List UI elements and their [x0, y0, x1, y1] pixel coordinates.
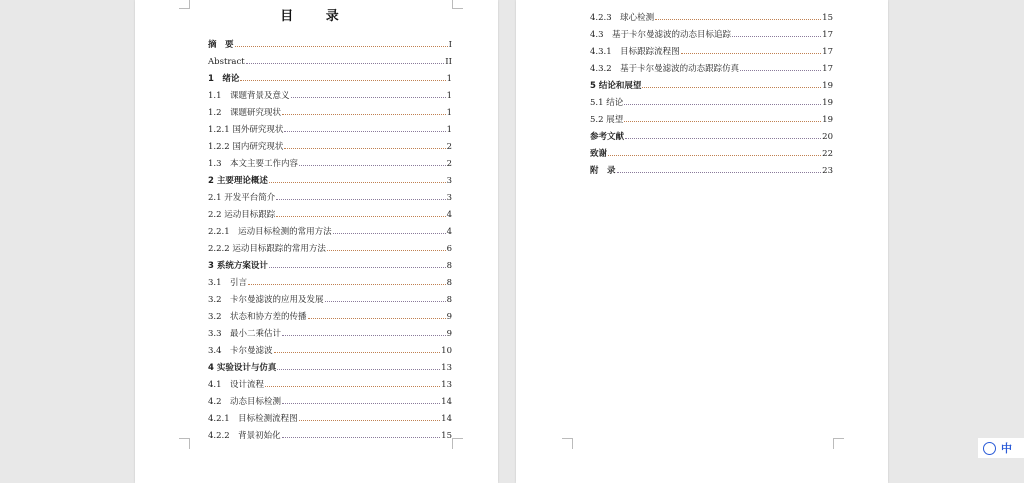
- toc-entry-label: 3.3 最小二乘估计: [208, 329, 282, 339]
- toc-entry-page: 13: [441, 380, 452, 390]
- toc-entry-label: 4.2 动态目标检测: [208, 397, 282, 407]
- page-title: 目 录: [280, 9, 353, 24]
- toc-entry-page: 2: [446, 142, 452, 152]
- toc-entry-label: 附 录: [590, 166, 616, 176]
- toc-entry-label: 致谢: [590, 149, 608, 159]
- toc-entry[interactable]: [208, 271, 452, 288]
- toc-entry-page: 13: [441, 363, 452, 373]
- toc-entry[interactable]: [208, 67, 452, 84]
- toc-entry[interactable]: [590, 125, 833, 142]
- toc-entry-page: 15: [441, 431, 452, 441]
- toc-entry[interactable]: [208, 203, 452, 220]
- toc-entry-label: 5 结论和展望: [590, 81, 642, 91]
- dot-leader: [277, 369, 440, 370]
- toc-entry-page: 3: [446, 176, 452, 186]
- table-of-contents-continued: [590, 6, 833, 176]
- toc-entry-page: 9: [446, 312, 452, 322]
- toc-entry[interactable]: [208, 33, 452, 50]
- toc-entry[interactable]: [208, 407, 452, 424]
- page-corner-mark: [562, 438, 573, 449]
- page-corner-mark: [833, 438, 844, 449]
- dot-leader: [681, 53, 822, 54]
- dot-leader: [732, 36, 821, 37]
- dot-leader: [282, 437, 441, 438]
- dot-leader: [325, 301, 446, 302]
- toc-entry[interactable]: [590, 6, 833, 23]
- toc-entry-page: 20: [822, 132, 833, 142]
- toc-entry-page: 17: [822, 47, 833, 57]
- toc-entry-label: 3.2 卡尔曼滤波的应用及发展: [208, 295, 324, 305]
- toc-entry[interactable]: [208, 169, 452, 186]
- toc-entry[interactable]: [208, 237, 452, 254]
- toc-entry[interactable]: [590, 91, 833, 108]
- toc-entry[interactable]: [208, 288, 452, 305]
- toc-entry[interactable]: [208, 50, 452, 67]
- dot-leader: [282, 114, 446, 115]
- dot-leader: [608, 155, 821, 156]
- dot-leader: [291, 97, 446, 98]
- toc-entry-label: 4.2.3 球心检测: [590, 13, 655, 23]
- toc-entry-label: 1 绪论: [208, 74, 240, 84]
- dot-leader: [624, 121, 821, 122]
- dot-leader: [274, 352, 441, 353]
- dot-leader: [269, 182, 446, 183]
- toc-entry[interactable]: [208, 305, 452, 322]
- toc-entry-page: 4: [446, 227, 452, 237]
- toc-entry-label: 1.2.2 国内研究现状: [208, 142, 284, 152]
- toc-entry[interactable]: [208, 220, 452, 237]
- dot-leader: [248, 284, 446, 285]
- toc-entry-page: 1: [446, 125, 452, 135]
- toc-entry-page: 2: [446, 159, 452, 169]
- toc-entry[interactable]: [590, 159, 833, 176]
- toc-entry[interactable]: [208, 84, 452, 101]
- toc-entry-label: 1.1 课题背景及意义: [208, 91, 290, 101]
- toc-entry[interactable]: [208, 135, 452, 152]
- toc-entry-page: 15: [822, 13, 833, 23]
- toc-entry-page: 4: [446, 210, 452, 220]
- toc-entry-page: 17: [822, 64, 833, 74]
- page-corner-mark: [179, 438, 190, 449]
- toc-entry[interactable]: [208, 118, 452, 135]
- dot-leader: [617, 172, 822, 173]
- toc-entry-label: Abstract: [208, 57, 245, 67]
- dot-leader: [240, 80, 445, 81]
- dot-leader: [269, 267, 446, 268]
- toc-entry-page: 17: [822, 30, 833, 40]
- toc-entry-label: 1.2 课题研究现状: [208, 108, 282, 118]
- toc-entry-page: 8: [446, 278, 452, 288]
- dot-leader: [625, 138, 821, 139]
- dot-leader: [327, 250, 446, 251]
- toc-entry-page: 19: [822, 81, 833, 91]
- toc-entry[interactable]: [208, 373, 452, 390]
- toc-entry[interactable]: [590, 57, 833, 74]
- toc-entry-page: 14: [441, 397, 452, 407]
- toc-entry-label: 5.2 展望: [590, 115, 624, 125]
- toc-entry-page: 8: [446, 261, 452, 271]
- toc-entry[interactable]: [208, 390, 452, 407]
- toc-entry[interactable]: [208, 322, 452, 339]
- dot-leader: [333, 233, 446, 234]
- toc-entry-label: 2.1 开发平台简介: [208, 193, 276, 203]
- toc-entry[interactable]: [208, 424, 452, 441]
- toc-entry[interactable]: [208, 152, 452, 169]
- dot-leader: [299, 420, 441, 421]
- toc-entry-page: 14: [441, 414, 452, 424]
- toc-entry-label: 3.4 卡尔曼滤波: [208, 346, 273, 356]
- dot-leader: [308, 318, 446, 319]
- dot-leader: [246, 63, 445, 64]
- toc-entry[interactable]: [590, 40, 833, 57]
- dot-leader: [276, 216, 445, 217]
- dot-leader: [276, 199, 445, 200]
- dot-leader: [299, 165, 446, 166]
- dot-leader: [284, 148, 445, 149]
- toc-entry-label: 4.3 基于卡尔曼滤波的动态目标追踪: [590, 30, 732, 40]
- toc-entry-label: 1.2.1 国外研究现状: [208, 125, 284, 135]
- toc-entry-page: 9: [446, 329, 452, 339]
- dot-leader: [282, 335, 446, 336]
- toc-entry-label: 3.2 状态和协方差的传播: [208, 312, 307, 322]
- toc-entry-label: 摘 要: [208, 40, 234, 50]
- toc-entry-label: 4.2.1 目标检测流程图: [208, 414, 298, 424]
- page-corner-mark: [452, 438, 463, 449]
- toc-entry[interactable]: [590, 23, 833, 40]
- dot-leader: [740, 70, 821, 71]
- toc-entry[interactable]: [208, 186, 452, 203]
- toc-entry-label: 2.2.1 运动目标检测的常用方法: [208, 227, 332, 237]
- toc-entry[interactable]: [208, 339, 452, 356]
- toc-entry-label: 参考文献: [590, 132, 625, 142]
- toc-entry-page: 8: [446, 295, 452, 305]
- toc-entry[interactable]: [590, 142, 833, 159]
- toc-entry-page: 19: [822, 115, 833, 125]
- toc-entry[interactable]: [590, 74, 833, 91]
- toc-entry-label: 3 系统方案设计: [208, 261, 268, 271]
- toc-entry-page: 1: [446, 108, 452, 118]
- toc-entry-page: 10: [441, 346, 452, 356]
- toc-entry-page: 6: [446, 244, 452, 254]
- toc-entry-label: 2 主要理论概述: [208, 176, 268, 186]
- toc-entry-label: 4.3.1 目标跟踪流程图: [590, 47, 680, 57]
- document-page-2: [516, 0, 888, 483]
- ime-logo-icon[interactable]: [983, 442, 996, 455]
- toc-entry-page: 1: [446, 91, 452, 101]
- toc-entry-label: 2.2 运动目标跟踪: [208, 210, 276, 220]
- dot-leader: [624, 104, 821, 105]
- toc-entry-page: 19: [822, 98, 833, 108]
- toc-entry-label: 1.3 本文主要工作内容: [208, 159, 299, 169]
- toc-entry-label: 4.2.2 背景初始化: [208, 431, 281, 441]
- dot-leader: [642, 87, 821, 88]
- toc-entry-page: 3: [446, 193, 452, 203]
- dot-leader: [265, 386, 440, 387]
- toc-entry[interactable]: [590, 108, 833, 125]
- toc-entry[interactable]: [208, 101, 452, 118]
- table-of-contents: [208, 33, 452, 441]
- toc-entry[interactable]: [208, 254, 452, 271]
- dot-leader: [235, 46, 448, 47]
- ime-language-toggle[interactable]: 中: [1001, 442, 1012, 455]
- toc-entry-label: 3.1 引言: [208, 278, 248, 288]
- document-page-1: [135, 0, 498, 483]
- toc-entry-label: 5.1 结论: [590, 98, 624, 108]
- toc-entry-label: 4.3.2 基于卡尔曼滤波的动态跟踪仿真: [590, 64, 740, 74]
- dot-leader: [282, 403, 440, 404]
- toc-entry-page: I: [448, 40, 452, 50]
- toc-entry-label: 4.1 设计流程: [208, 380, 265, 390]
- toc-entry-page: II: [445, 57, 452, 67]
- toc-entry-page: 23: [822, 166, 833, 176]
- toc-entry[interactable]: [208, 356, 452, 373]
- toc-entry-label: 2.2.2 运动目标跟踪的常用方法: [208, 244, 326, 254]
- ime-toolbar[interactable]: [978, 438, 1024, 458]
- toc-entry-page: 22: [822, 149, 833, 159]
- dot-leader: [284, 131, 445, 132]
- toc-entry-page: 1: [446, 74, 452, 84]
- dot-leader: [655, 19, 821, 20]
- toc-entry-label: 4 实验设计与仿真: [208, 363, 277, 373]
